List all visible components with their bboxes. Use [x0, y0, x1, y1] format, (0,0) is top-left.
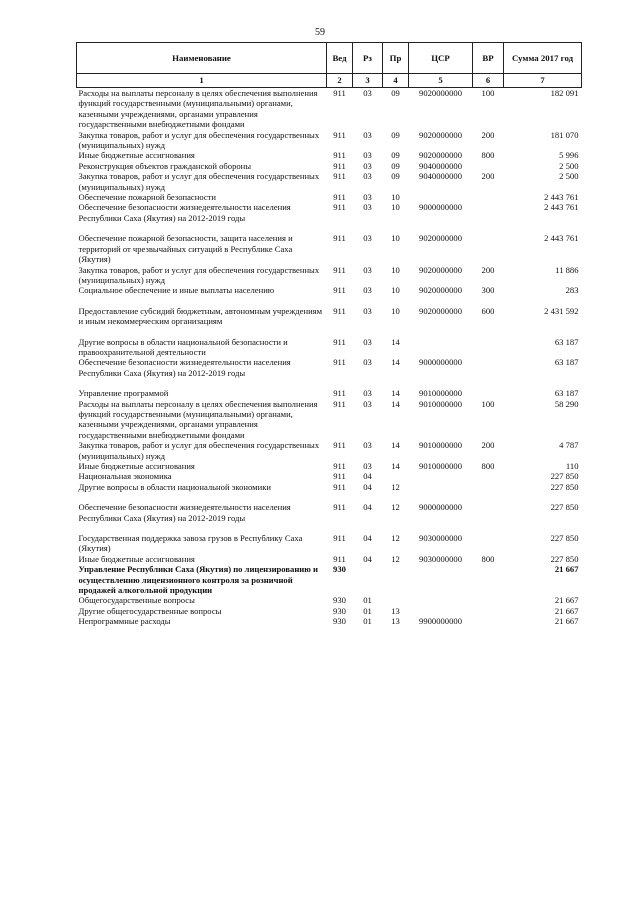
table-row	[77, 461, 582, 471]
row-vr	[473, 233, 504, 264]
row-vr: 800	[481, 461, 495, 471]
row-vr: 800	[481, 553, 495, 564]
row-ved: 911	[333, 160, 346, 171]
row-sum: 21 667	[554, 564, 579, 575]
table-row	[77, 285, 582, 295]
budget-table	[76, 42, 582, 627]
row-pr: 10	[391, 233, 400, 244]
row-csr: 9010000000	[419, 461, 462, 471]
row-ved: 930	[333, 564, 346, 575]
col-number: 6	[473, 74, 504, 88]
row-sum: 2 431 592	[544, 305, 579, 316]
row-rz: 03	[363, 160, 372, 171]
row-pr	[383, 564, 409, 595]
row-csr: 9020000000	[419, 88, 462, 98]
row-rz: 03	[363, 285, 372, 296]
row-name: Закупка товаров, работ и услуг для обеспечения государственных (муниципальных) нужд	[78, 264, 320, 285]
row-rz: 03	[363, 264, 372, 275]
page-number: 59	[315, 27, 325, 38]
row-name: Национальная экономика	[78, 471, 172, 482]
row-rz: 03	[363, 233, 372, 244]
table-row	[77, 616, 582, 626]
row-vr: 200	[481, 440, 495, 451]
row-rz: 04	[363, 502, 372, 513]
table-row	[77, 265, 582, 286]
row-csr: 9000000000	[419, 202, 462, 213]
row-csr	[409, 564, 473, 595]
row-ved: 911	[333, 553, 346, 564]
row-ved: 911	[333, 150, 346, 161]
row-pr: 10	[391, 305, 400, 316]
row-sum: 227 850	[550, 533, 579, 544]
row-spacer	[77, 378, 582, 388]
row-vr	[473, 606, 504, 616]
row-ved: 911	[333, 285, 346, 296]
row-sum: 283	[565, 285, 579, 296]
row-csr: 9020000000	[419, 233, 462, 244]
table-row	[77, 88, 582, 130]
row-pr: 14	[391, 440, 400, 451]
row-rz: 03	[363, 171, 372, 182]
spacer-cell	[77, 378, 582, 388]
row-spacer	[77, 523, 582, 533]
row-rz: 01	[363, 605, 372, 616]
row-csr: 9040000000	[419, 160, 462, 171]
row-pr: 10	[391, 285, 400, 296]
row-pr	[383, 595, 409, 605]
row-name: Закупка товаров, работ и услуг для обеспечения государственных (муниципальных) нужд	[78, 171, 320, 192]
row-ved: 911	[333, 264, 346, 275]
row-name: Закупка товаров, работ и услуг для обеспечения государственных (муниципальных) нужд	[78, 440, 320, 461]
table-row	[77, 357, 582, 378]
table-row	[77, 233, 582, 264]
row-spacer	[77, 296, 582, 306]
row-name: Иные бюджетные ассигнования	[78, 461, 195, 471]
row-ved: 911	[333, 192, 346, 203]
row-ved: 911	[333, 471, 346, 482]
row-rz: 03	[363, 398, 372, 409]
row-rz: 03	[363, 129, 372, 140]
row-sum: 63 187	[554, 388, 579, 399]
row-pr: 12	[391, 533, 400, 544]
row-pr: 14	[391, 398, 400, 409]
row-vr: 200	[481, 171, 495, 182]
row-ved: 911	[333, 461, 346, 471]
row-vr	[473, 337, 504, 358]
row-ved: 911	[333, 305, 346, 316]
table-row	[77, 161, 582, 171]
spacer-cell	[77, 296, 582, 306]
row-vr	[473, 202, 504, 223]
row-sum: 227 850	[550, 471, 579, 482]
row-vr	[473, 502, 504, 523]
row-name: Предоставление субсидий бюджетным, автономным учреждениям и иным некоммерческим организациям	[78, 305, 323, 327]
row-pr: 14	[391, 336, 400, 347]
spacer-cell	[77, 492, 582, 502]
table-row	[77, 388, 582, 398]
table-row	[77, 606, 582, 616]
row-pr: 09	[391, 150, 400, 161]
table-row	[77, 554, 582, 564]
row-name: Обеспечение пожарной безопасности	[78, 192, 217, 203]
row-ved: 911	[333, 481, 346, 492]
row-rz: 03	[363, 336, 372, 347]
row-csr	[409, 337, 473, 358]
row-csr	[409, 471, 473, 481]
spacer-cell	[77, 327, 582, 337]
row-rz	[353, 564, 383, 595]
col-number: 5	[409, 74, 473, 88]
row-name: Общегосударственные вопросы	[78, 595, 195, 606]
row-sum: 21 667	[554, 605, 579, 616]
table-row	[77, 171, 582, 192]
table-row	[77, 471, 582, 481]
table-row	[77, 482, 582, 492]
row-pr: 13	[391, 605, 400, 616]
table-row	[77, 202, 582, 223]
row-vr	[473, 564, 504, 595]
row-csr: 9030000000	[419, 533, 462, 544]
row-spacer	[77, 327, 582, 337]
row-csr: 9020000000	[419, 285, 462, 296]
row-sum: 2 443 761	[544, 233, 579, 244]
col-number: 2	[327, 74, 353, 88]
row-ved: 911	[333, 129, 346, 140]
row-sum: 110	[565, 461, 579, 471]
table-row	[77, 337, 582, 358]
row-name: Иные бюджетные ассигнования	[78, 150, 195, 161]
row-vr: 300	[481, 285, 495, 296]
row-pr: 12	[391, 502, 400, 513]
col-number: 4	[383, 74, 409, 88]
row-pr: 09	[391, 129, 400, 140]
row-pr	[383, 471, 409, 481]
row-csr: 9030000000	[419, 553, 462, 564]
row-pr: 12	[391, 553, 400, 564]
column-number-row	[77, 74, 582, 88]
row-rz: 03	[363, 388, 372, 399]
row-pr: 09	[391, 171, 400, 182]
row-vr: 200	[481, 129, 495, 140]
col-number: 7	[504, 74, 582, 88]
row-name: Расходы на выплаты персоналу в целях обеспечения выполнения функций государственными (муниципальными) органами, казенными учреждениями, органами управления государственными внебюджетными фондами	[78, 88, 318, 130]
row-csr: 9020000000	[419, 129, 462, 140]
row-ved: 930	[333, 616, 346, 627]
row-name: Обеспечение безопасности жизнедеятельности населения Республики Саха (Якутия) на 2012-2019 годы	[78, 357, 291, 378]
row-spacer	[77, 492, 582, 502]
row-csr	[409, 192, 473, 202]
row-csr: 9010000000	[419, 440, 462, 451]
row-vr: 600	[481, 305, 495, 316]
row-pr: 12	[391, 481, 400, 492]
row-csr	[409, 606, 473, 616]
table-body	[77, 88, 582, 627]
row-sum: 5 996	[559, 150, 579, 161]
row-vr: 100	[481, 398, 495, 409]
row-sum: 182 091	[550, 88, 579, 98]
row-pr: 10	[391, 202, 400, 213]
row-csr: 9010000000	[419, 388, 462, 399]
row-pr: 09	[391, 88, 400, 98]
col-number: 3	[353, 74, 383, 88]
row-csr: 9020000000	[419, 150, 462, 161]
table-row	[77, 440, 582, 461]
row-ved: 911	[333, 202, 346, 213]
row-name: Государственная поддержка завоза грузов в Республику Саха (Якутия)	[78, 533, 303, 554]
row-pr: 14	[391, 388, 400, 399]
row-sum: 2 443 761	[544, 202, 579, 213]
row-name: Иные бюджетные ассигнования	[78, 553, 195, 564]
row-ved: 911	[333, 533, 346, 544]
row-rz: 03	[363, 440, 372, 451]
table-row	[77, 399, 582, 441]
row-csr: 9000000000	[419, 357, 462, 368]
table-row	[77, 564, 582, 595]
row-name: Обеспечение безопасности жизнедеятельности населения Республики Саха (Якутия) на 2012-2019 годы	[78, 502, 291, 523]
table-row	[77, 595, 582, 605]
table-row	[77, 130, 582, 151]
row-csr: 9000000000	[419, 502, 462, 513]
row-sum: 227 850	[550, 553, 579, 564]
row-rz: 04	[363, 481, 372, 492]
row-ved: 911	[333, 233, 346, 244]
row-vr	[473, 192, 504, 202]
row-ved: 911	[333, 398, 346, 409]
row-vr: 100	[481, 88, 495, 98]
col-header-name: Наименование	[77, 43, 327, 74]
row-pr: 10	[391, 264, 400, 275]
row-pr: 10	[391, 192, 400, 203]
row-csr: 9010000000	[419, 398, 462, 409]
row-vr: 800	[481, 150, 495, 161]
row-csr: 9020000000	[419, 264, 462, 275]
row-vr	[473, 533, 504, 554]
row-rz: 03	[363, 88, 372, 98]
row-sum: 2 443 761	[544, 192, 579, 203]
row-vr	[473, 616, 504, 626]
row-rz: 04	[363, 471, 372, 482]
row-rz: 03	[363, 150, 372, 161]
col-header-rz: Рз	[353, 43, 383, 74]
row-name: Реконструкция объектов гражданской обороны	[78, 160, 252, 171]
row-rz: 03	[363, 192, 372, 203]
row-sum: 21 667	[554, 595, 579, 606]
row-rz: 03	[363, 357, 372, 368]
col-header-pr: Пр	[383, 43, 409, 74]
row-sum: 63 187	[554, 336, 579, 347]
row-name: Управление программой	[78, 388, 169, 399]
row-sum: 4 787	[559, 440, 579, 451]
row-name: Обеспечение безопасности жизнедеятельности населения Республики Саха (Якутия) на 2012-2019 годы	[78, 202, 291, 223]
row-vr	[473, 357, 504, 378]
row-ved: 911	[333, 88, 346, 98]
row-name: Другие общегосударственные вопросы	[78, 605, 222, 616]
row-sum: 181 070	[550, 129, 579, 140]
row-sum: 227 850	[550, 502, 579, 513]
row-rz: 01	[363, 595, 372, 606]
table-row	[77, 150, 582, 160]
row-vr	[473, 471, 504, 481]
table-row	[77, 306, 582, 327]
row-csr: 9040000000	[419, 171, 462, 182]
row-ved: 911	[333, 440, 346, 451]
row-pr: 13	[391, 616, 400, 627]
row-csr: 9900000000	[419, 616, 462, 627]
col-header-sum: Сумма 2017 год	[504, 43, 582, 74]
row-sum: 58 290	[554, 398, 579, 409]
row-ved: 911	[333, 357, 346, 368]
spacer-cell	[77, 223, 582, 233]
row-rz: 03	[363, 461, 372, 471]
row-vr: 200	[481, 264, 495, 275]
row-csr: 9020000000	[419, 305, 462, 316]
row-ved: 930	[333, 595, 346, 606]
row-sum: 227 850	[550, 481, 579, 492]
row-vr	[473, 482, 504, 492]
row-ved: 911	[333, 171, 346, 182]
row-sum: 11 886	[555, 264, 579, 275]
row-pr: 09	[391, 160, 400, 171]
row-name: Непрограммные расходы	[78, 616, 171, 627]
header-row	[77, 43, 582, 74]
col-header-vr: ВР	[473, 43, 504, 74]
row-rz: 03	[363, 305, 372, 316]
row-name: Управление Республики Саха (Якутия) по лицензированию и осуществлению лицензионного контроля за розничной продажей алкогольной продукции	[78, 564, 318, 596]
row-spacer	[77, 223, 582, 233]
table-row	[77, 502, 582, 523]
row-sum: 2 500	[559, 171, 579, 182]
row-pr: 14	[391, 461, 400, 471]
row-vr	[473, 161, 504, 171]
row-ved: 911	[333, 502, 346, 513]
row-name: Другие вопросы в области национальной экономики	[78, 481, 271, 492]
row-name: Закупка товаров, работ и услуг для обеспечения государственных (муниципальных) нужд	[78, 129, 320, 151]
row-name: Обеспечение пожарной безопасности, защита населения и территорий от чрезвычайных ситуаций в Республике Саха (Якутия)	[78, 233, 293, 265]
row-rz: 04	[363, 533, 372, 544]
row-vr	[473, 388, 504, 398]
row-name: Расходы на выплаты персоналу в целях обеспечения выполнения функций государственными (муниципальными) органами, казенными учреждениями, органами управления государственными внебюджетными фондами	[78, 398, 318, 440]
table-row	[77, 192, 582, 202]
spacer-cell	[77, 523, 582, 533]
row-sum: 63 187	[554, 357, 579, 368]
row-vr	[473, 595, 504, 605]
col-header-csr: ЦСР	[409, 43, 473, 74]
row-csr	[409, 482, 473, 492]
col-number: 1	[77, 74, 327, 88]
row-name: Социальное обеспечение и иные выплаты населению	[78, 285, 275, 296]
row-ved: 930	[333, 605, 346, 616]
row-ved: 911	[333, 336, 346, 347]
table-row	[77, 533, 582, 554]
row-rz: 04	[363, 553, 372, 564]
row-rz: 03	[363, 202, 372, 213]
row-rz: 01	[363, 616, 372, 627]
row-sum: 21 667	[554, 616, 579, 627]
row-name: Другие вопросы в области национальной безопасности и правоохранительной деятельности	[78, 336, 288, 357]
row-sum: 2 500	[559, 160, 579, 171]
row-pr: 14	[391, 357, 400, 368]
row-csr	[409, 595, 473, 605]
row-ved: 911	[333, 388, 346, 399]
col-header-ved: Вед	[327, 43, 353, 74]
